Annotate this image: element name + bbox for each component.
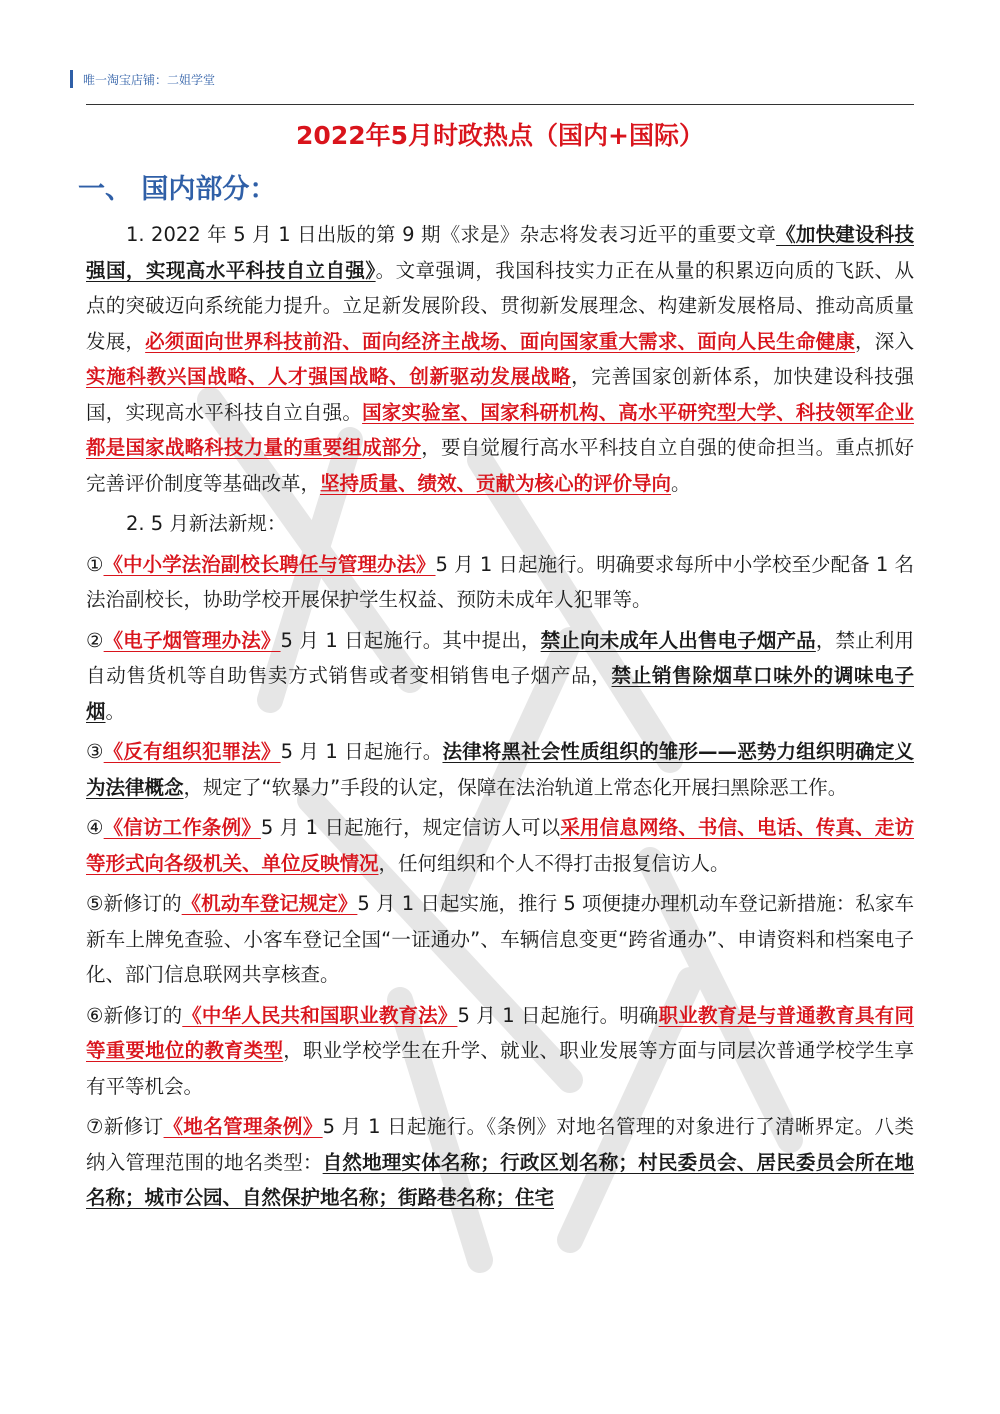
- header-divider: [86, 104, 914, 105]
- highlight: 必须面向世界科技前沿、面向经济主战场、面向国家重大需求、面向人民生命健康: [145, 329, 856, 353]
- text-run: 。: [671, 471, 691, 495]
- law-item-1: [86, 547, 914, 618]
- text-run: 5 月 1 日起施行，规定信访人可以: [260, 816, 561, 839]
- law-item-5: [86, 886, 914, 993]
- highlight: 国家实验室、国家科研机构、高水平研究型大学、科技领军企业都是国家战略科技力量的重要组成部分: [86, 400, 914, 459]
- shop-name: 唯一淘宝店铺：二姐学堂: [83, 72, 216, 87]
- text-run: 新修订: [103, 1115, 164, 1138]
- item-number: ④: [86, 816, 104, 839]
- text-run: ，禁止利用自动售货机等自助售卖方式销售或者变相销售电子烟产品，: [86, 628, 914, 687]
- law-title: 《信访工作条例》: [103, 816, 261, 839]
- text-run: 5 月 1 日起施行。明确: [457, 1003, 659, 1027]
- text-run: ，要自觉履行高水平科技自立自强的使命担当。重点抓好完善评价制度等基础改革，: [86, 436, 914, 495]
- text-run: 5 月 1 日起施行。其中提出，: [280, 628, 541, 652]
- text-run: ，任何组织和个人不得打击报复信访人。: [378, 851, 730, 875]
- law-item-7: [86, 1109, 914, 1216]
- item-number: ①: [86, 552, 104, 576]
- page-header: [70, 70, 215, 88]
- key-point: 禁止销售除烟草口味外的调味电子烟: [86, 664, 914, 723]
- paragraph-item-2-heading: 2. 5 月新法新规：: [126, 512, 287, 535]
- text-run: 5 月 1 日起施行。明确要求每所中小学校至少配备 1 名法治副校长，协助学校开展保护学生权益、预防未成年人犯罪等。: [86, 552, 914, 611]
- text-run: ，职业学校学生在升学、就业、职业发展等方面与同层次普通学校学生享有平等机会。: [86, 1039, 914, 1098]
- law-title: 《电子烟管理办法》: [103, 628, 281, 652]
- item-number: ②: [86, 628, 104, 652]
- key-point: 自然地理实体名称；行政区划名称；村民委员会、居民委员会所在地名称；城市公园、自然保护地名称；街路巷名称；住宅: [86, 1150, 914, 1209]
- text-run: 。文章强调，我国科技实力正在从量的积累迈向质的飞跃、从点的突破迈向系统能力提升。立足新发展阶段、贯彻新发展理念、构建新发展格局、推动高质量发展，: [86, 258, 914, 353]
- section-heading: 一、 国内部分：: [78, 174, 277, 205]
- highlight: 职业教育是与普通教育具有同等重要地位的教育类型: [86, 1003, 914, 1062]
- highlight: 采用信息网络、书信、电话、传真、走访等形式向各级机关、单位反映情况: [86, 816, 914, 875]
- item-number: ⑦: [86, 1115, 104, 1138]
- text-run: 5 月 1 日起施行。《条例》对地名管理的对象进行了清晰界定。八类纳入管理范围的地名类型：: [86, 1115, 914, 1174]
- text-run: 新修订的: [103, 892, 182, 915]
- highlight: 坚持质量、绩效、贡献为核心的评价导向: [320, 471, 672, 495]
- text-run: ，完善国家创新体系，加快建设科技强国，实现高水平科技自立自强。: [86, 365, 914, 424]
- paragraph-item-1: [86, 217, 914, 501]
- key-point: 禁止向未成年人出售电子烟产品: [540, 628, 816, 652]
- item-number: ⑥: [86, 1003, 104, 1027]
- law-item-3: [86, 734, 914, 805]
- header-accent-bar: [70, 70, 73, 88]
- item-number: ③: [86, 740, 104, 763]
- document-body: [86, 217, 914, 1216]
- law-title: 《反有组织犯罪法》: [103, 740, 281, 763]
- text-run: 。: [105, 699, 126, 723]
- law-title: 《地名管理条例》: [163, 1115, 323, 1138]
- page-title: 2022年5月时政热点（国内+国际）: [296, 121, 704, 150]
- item-number: ⑤: [86, 892, 104, 915]
- law-item-4: [86, 810, 914, 881]
- article-title: 《加快建设科技强国，实现高水平科技自立自强》: [86, 223, 914, 282]
- law-title: 《中华人民共和国职业教育法》: [182, 1003, 458, 1027]
- law-item-6: [86, 998, 914, 1105]
- text-run: 5 月 1 日起实施，推行 5 项便捷办理机动车登记新措施：私家车新车上牌免查验、小客车登记全国“一证通办”、车辆信息变更“跨省通办”、申请资料和档案电子化、部门信息联网共享核查。: [86, 892, 914, 986]
- text-run: ，规定了“软暴力”手段的认定，保障在法治轨道上常态化开展扫黑除恶工作。: [183, 775, 848, 799]
- law-title: 《中小学法治副校长聘任与管理办法》: [103, 552, 436, 576]
- text-run: 5 月 1 日起施行。: [280, 740, 443, 763]
- law-item-2: [86, 623, 914, 730]
- key-point: 法律将黑社会性质组织的雏形——恶势力组织明确定义为法律概念: [86, 740, 914, 799]
- text-run: 1. 2022 年 5 月 1 日出版的第 9 期《求是》杂志将发表习近平的重要文章: [126, 223, 777, 246]
- highlight: 实施科教兴国战略、人才强国战略、创新驱动发展战略: [86, 365, 572, 388]
- text-run: 新修订的: [103, 1003, 183, 1027]
- text-run: ，深入: [855, 329, 914, 353]
- law-title: 《机动车登记规定》: [181, 892, 358, 915]
